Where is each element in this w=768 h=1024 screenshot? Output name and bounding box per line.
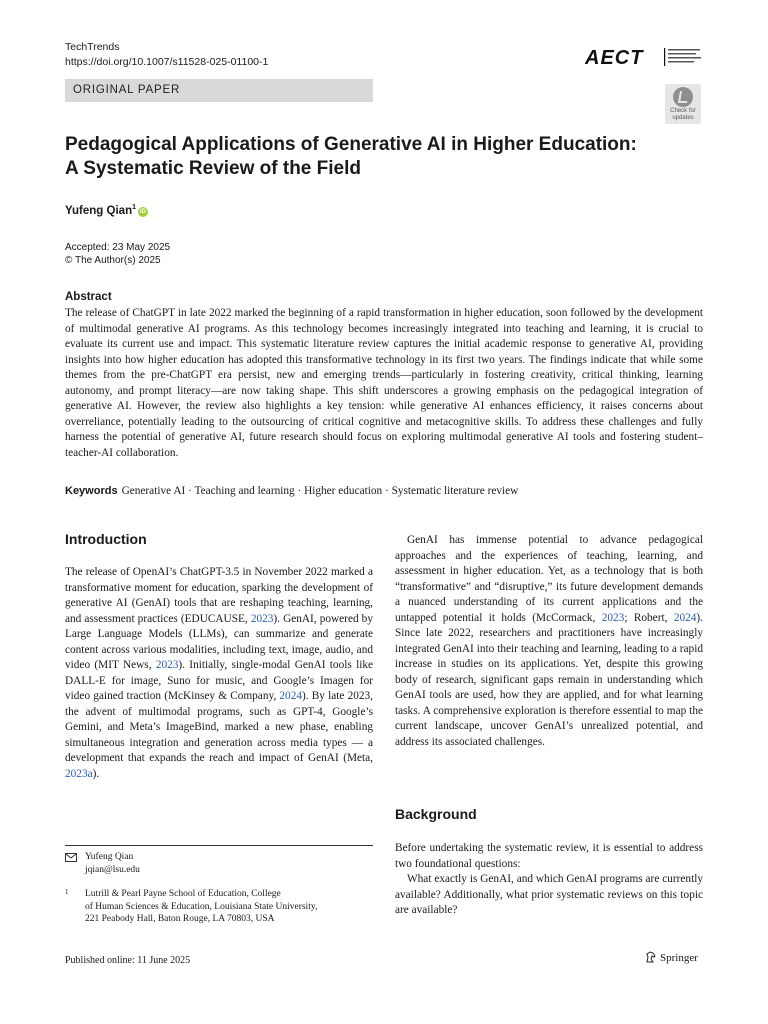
- background-paragraph-1: Before undertaking the systematic review, it is essential to address two foundational questions:: [395, 842, 703, 870]
- journal-name: TechTrends: [65, 41, 120, 53]
- doi-link[interactable]: https://doi.org/10.1007/s11528-025-01100-1: [65, 56, 269, 68]
- springer-horse-icon: [645, 951, 657, 963]
- citation-link[interactable]: 2024: [673, 611, 697, 624]
- affiliation-mark: 1: [65, 888, 69, 896]
- envelope-icon: [65, 853, 77, 862]
- affiliation-line-3: 221 Peabody Hall, Baton Rouge, LA 70803, USA: [85, 914, 275, 924]
- citation-link[interactable]: 2023: [250, 612, 274, 625]
- intro-text-5: ).: [92, 767, 100, 780]
- background-heading: Background: [395, 806, 477, 822]
- affiliation-block: [65, 888, 373, 926]
- citation-link[interactable]: 2023a: [65, 767, 93, 780]
- aect-logo-text: AECT: [585, 47, 644, 68]
- right-text-1: GenAI has immense potential to advance pedagogical approaches and the experiences of teaching, learning, and assessment in higher education. Yet, as a technology that is both “transformative” and “disruptive,” its future development demands a nuanced understanding of its current applications and the untapped potential it holds (McCormack,: [395, 534, 703, 624]
- affiliation-line-2: of Human Sciences & Education, Louisiana State University,: [85, 901, 318, 912]
- check-for-updates-badge[interactable]: [665, 84, 701, 124]
- orcid-icon[interactable]: iD: [140, 208, 146, 215]
- right-column-body: [395, 533, 703, 750]
- check-updates-label: Check for updates: [670, 108, 696, 121]
- aect-logo: [585, 46, 705, 68]
- article-title: [65, 133, 705, 181]
- springer-wordmark: Springer: [660, 952, 698, 964]
- footnote-divider: [65, 845, 373, 846]
- right-text-3: ). Since late 2022, researchers and practitioners have increasingly integrated GenAI into their teaching and learning, leading to a rapid increase in studies on its applications. Yet, despite this growing body of research, significant gaps remain in understanding which GenAI tools are used, how they are applied, and for what learning tasks. A comprehensive exploration is therefore essential to map the current landscape, uncover GenAI’s unrealized potential, and address its associated challenges.: [395, 611, 703, 748]
- correspondence-block: [65, 851, 373, 876]
- abstract-text: The release of ChatGPT in late 2022 marked the beginning of a rapid transformation in higher education, soon followed by the development of multimodal generative AI programs. As this technology becomes increasingly integrated into teaching and learning, it is crucial to evaluate its current use and impact. This systematic literature review captures the initial academic response to generative AI, providing insights into how higher education has adopted this transformative technology in its first two years. The findings indicate that while some themes from the pre-ChatGPT era persist, new and emerging trends—particularly in fostering creativity, critical thinking, learning autonomy, and prompt literacy—are now taking shape. This shift underscores a growing emphasis on the pedagogical integration of generative AI. However, the review also highlights a key tension: while generative AI enhances efficiency, it raises concerns about overreliance, potentially leading to the outsourcing of critical cognitive and metacognitive skills. To address these challenges and fully harness the potential of generative AI, future research should focus on exploring multimodal generative AI tools and fostering student–teacher-AI collaboration.: [65, 307, 703, 459]
- intro-text-2: ). GenAI, powered by Large Language Models (LLMs), can summarize and generate content across various modalities, including text, image, audio, and video (MIT News,: [65, 612, 373, 671]
- article-type-banner: ORIGINAL PAPER: [65, 79, 373, 102]
- author-name[interactable]: Yufeng Qian: [65, 204, 133, 217]
- introduction-heading: Introduction: [65, 531, 147, 547]
- title-line-2: A Systematic Review of the Field: [65, 158, 361, 179]
- author-affil-mark: 1: [132, 204, 136, 211]
- affiliation-line-1: Lutrill & Pearl Payne School of Education, College: [85, 889, 281, 899]
- keywords-text: Generative AI · Teaching and learning · Higher education · Systematic literature review: [121, 485, 519, 497]
- published-online: Published online: 11 June 2025: [65, 955, 191, 966]
- citation-link[interactable]: 2024: [279, 690, 302, 702]
- abstract-heading: Abstract: [65, 291, 112, 303]
- check-updates-icon: [673, 87, 693, 107]
- introduction-body: [65, 565, 373, 782]
- corresponding-author-name: Yufeng Qian: [85, 852, 134, 862]
- copyright-line: © The Author(s) 2025: [65, 255, 161, 266]
- keywords-label: Keywords: [65, 485, 118, 497]
- author-line: [65, 204, 148, 217]
- right-text-2: ; Robert,: [624, 611, 674, 624]
- citation-link[interactable]: 2023: [601, 611, 625, 624]
- background-paragraph-2: What exactly is GenAI, and which GenAI programs are currently available? Additionally, what prior systematic reviews on this topic are available?: [395, 873, 703, 916]
- corresponding-author-email[interactable]: jqian@lsu.edu: [85, 864, 140, 875]
- intro-text-4: ). By late 2023, the advent of multimodal programs, such as GPT-4, Google’s Gemini, and Meta’s ImageBind, marked a new phase, enabling simultaneous integration and generation across media types — a development that expands the reach and impact of GenAI (Meta,: [65, 690, 373, 764]
- springer-logo: [645, 951, 698, 964]
- background-body: [395, 841, 703, 919]
- article-dates: [65, 241, 170, 267]
- journal-header: [65, 40, 268, 70]
- title-line-1: Pedagogical Applications of Generative AI in Higher Education:: [65, 134, 637, 155]
- citation-link[interactable]: 2023: [155, 659, 179, 671]
- introduction-paragraph: [65, 565, 373, 782]
- accepted-date: Accepted: 23 May 2025: [65, 242, 171, 253]
- intro-text-1: The release of OpenAI’s ChatGPT-3.5 in November 2022 marked a transformative moment for education, sparking the development of generative AI (GenAI) tools that are reshaping teaching, learning, and assessment practices (EDUCAUSE,: [65, 566, 373, 625]
- right-paragraph-1: [395, 533, 703, 750]
- keywords-line: [65, 485, 518, 497]
- intro-text-3: ). Initially, single-modal GenAI tools like DALL-E for image, Suno for music, and Google’s Imagen for video gained traction (McKinsey & Company,: [65, 659, 374, 702]
